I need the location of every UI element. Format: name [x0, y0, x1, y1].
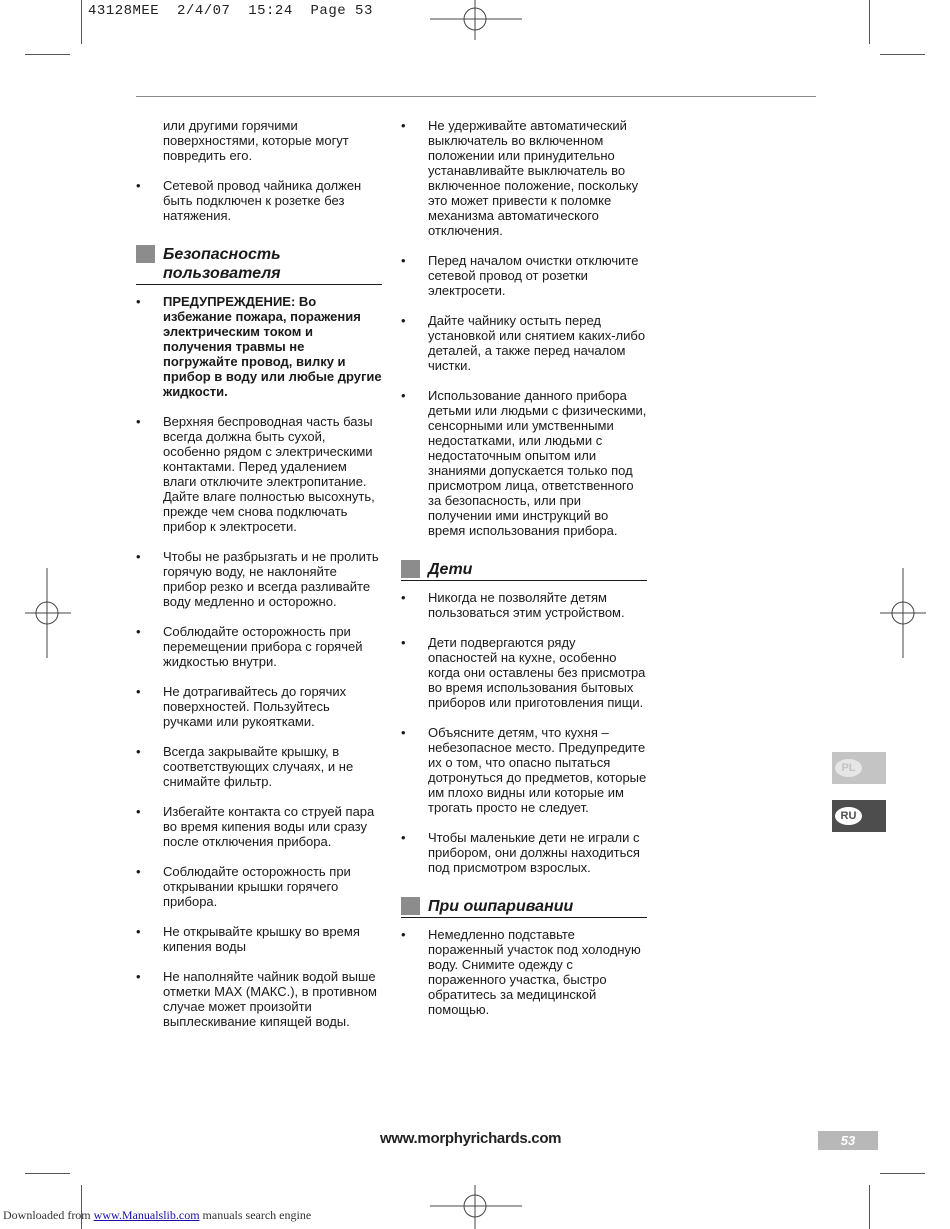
bullet: • [136, 549, 141, 564]
section-marker [401, 560, 420, 578]
bullet: • [401, 635, 406, 650]
section-marker [401, 897, 420, 915]
list-item [401, 830, 647, 875]
left-column [136, 118, 382, 1044]
list-item-text: Перед началом очистки отключите сетевой провод от розетки электросети. [428, 253, 639, 298]
bullet: • [136, 864, 141, 879]
list-item [136, 118, 382, 163]
list-item-text: или другими горячими поверхностями, которые могут повредить его. [163, 118, 349, 163]
section-heading [136, 245, 382, 285]
top-rule [136, 96, 816, 97]
crop-mark [25, 1173, 70, 1174]
list-item-text: Сетевой провод чайника должен быть подключен к розетке без натяжения. [163, 178, 362, 223]
list-item-text: Объясните детям, что кухня – небезопасное место. Предупредите их о том, что опасно пытаться дотронуться до предметов, которые им плохо видны или которые им трогать просто не следует. [428, 725, 647, 815]
list-item [136, 178, 382, 223]
bullet: • [136, 969, 141, 984]
list-item [136, 744, 382, 789]
list-item [401, 590, 647, 620]
bullet: • [401, 388, 406, 403]
list-item-text: Немедленно подставьте пораженный участок под холодную воду. Снимите одежду с пораженного участка, быстро обратитесь за медицинской помощью. [428, 927, 641, 1017]
list-item [401, 725, 647, 815]
list-item-text: Избегайте контакта со струей пара во время кипения воды или сразу после отключения прибора. [163, 804, 375, 849]
bullet: • [136, 624, 141, 639]
list-item-text: Не удерживайте автоматический выключатель во включенном положении или принудительно устанавливайте выключатель во включенное положение, поскольку это может привести к поломке механизма автоматического отключения. [428, 118, 639, 238]
bullet: • [136, 178, 141, 193]
list-item-text: Соблюдайте осторожность при перемещении прибора с горячей жидкостью внутри. [163, 624, 363, 669]
bullet: • [136, 744, 141, 759]
bullet: • [401, 927, 406, 942]
list-item-text: Чтобы маленькие дети не играли с прибором, они должны находиться под присмотром взрослых. [428, 830, 640, 875]
registration-mark-icon [25, 568, 71, 658]
bullet: • [136, 924, 141, 939]
section-title: Безопасность пользователя [163, 246, 281, 282]
bullet: • [401, 118, 406, 133]
list-item-text: Соблюдайте осторожность при открывании крышки горячего прибора. [163, 864, 351, 909]
language-tab-pl[interactable] [832, 752, 886, 784]
list-item [136, 414, 382, 534]
registration-mark-icon [430, 0, 522, 40]
right-column [401, 118, 647, 1032]
list-item [136, 924, 382, 954]
list-item [401, 253, 647, 298]
crop-mark [869, 1185, 870, 1229]
list-item-text: Никогда не позволяйте детям пользоваться этим устройством. [428, 590, 625, 620]
list-item-text: Не открывайте крышку во время кипения воды [163, 924, 360, 954]
crop-mark [880, 54, 925, 55]
language-code: PL [835, 759, 862, 777]
download-prefix: Downloaded from [3, 1208, 94, 1222]
crop-mark [869, 0, 870, 44]
bullet: • [136, 804, 141, 819]
section-heading [401, 897, 647, 918]
list-item [401, 313, 647, 373]
download-footer [3, 1208, 311, 1223]
list-item-text: Использование данного прибора детьми или людьми с физическими, сенсорными или умственными недостатками, или людьми с недостаточным опытом или знаниями допускается только под присмотром лица, ответственного за безопасность, или при получении ими инструкций во время использования прибора. [428, 388, 647, 538]
list-item-text: Дети подвергаются ряду опасностей на кухне, особенно когда они оставлены без присмотра во время использования бытовых приборов или приготовления пищи. [428, 635, 646, 710]
bullet: • [401, 590, 406, 605]
registration-mark-icon [880, 568, 926, 658]
list-item-text: Чтобы не разбрызгать и не пролить горячую воду, не наклоняйте прибор резко и всегда разливайте воду медленно и осторожно. [163, 549, 379, 609]
list-item-text: Всегда закрывайте крышку, в соответствующих случаях, и не снимайте фильтр. [163, 744, 354, 789]
list-item-text: Верхняя беспроводная часть базы всегда должна быть сухой, особенно рядом с электрическими контактами. Перед удалением влаги отключите электропитание. Дайте влаге полностью высохнуть, прежде чем снова подключать прибор к электросети. [163, 414, 375, 534]
download-suffix: manuals search engine [199, 1208, 312, 1222]
bullet: • [401, 313, 406, 328]
page-number: 53 [818, 1131, 878, 1150]
list-item [401, 118, 647, 238]
warning-text: ПРЕДУПРЕЖДЕНИЕ: Во избежание пожара, поражения электрическим током и получения травмы не погружайте провод, вилку и прибор в воду или любые другие жидкости. [163, 294, 382, 399]
bullet: • [136, 684, 141, 699]
bullet: • [401, 725, 406, 740]
section-title: Дети [428, 561, 473, 578]
list-item [136, 549, 382, 609]
list-item-text: Дайте чайнику остыть перед установкой или снятием каких-либо деталей, а также перед началом чистки. [428, 313, 646, 373]
crop-mark [81, 0, 82, 44]
list-item [401, 388, 647, 538]
print-header: 43128MEE 2/4/07 15:24 Page 53 [88, 3, 373, 19]
list-item [136, 804, 382, 849]
list-item-text: Не наполняйте чайник водой выше отметки MAX (МАКС.), в противном случае может произойти выплескивание кипящей воды. [163, 969, 377, 1029]
language-tab-ru[interactable] [832, 800, 886, 832]
list-item-text: Не дотрагивайтесь до горячих поверхностей. Пользуйтесь ручками или рукоятками. [163, 684, 347, 729]
section-marker [136, 245, 155, 263]
list-item [136, 294, 382, 399]
list-item [136, 864, 382, 909]
section-heading [401, 560, 647, 581]
section-title: При ошпаривании [428, 898, 574, 915]
list-item [401, 635, 647, 710]
crop-mark [880, 1173, 925, 1174]
website-url: www.morphyrichards.com [380, 1130, 562, 1147]
registration-mark-icon [430, 1185, 522, 1229]
bullet: • [136, 294, 141, 309]
list-item [136, 624, 382, 669]
list-item [401, 927, 647, 1017]
crop-mark [25, 54, 70, 55]
language-code: RU [835, 807, 862, 825]
bullet: • [136, 414, 141, 429]
list-item [136, 684, 382, 729]
manualslib-link[interactable]: www.Manualslib.com [93, 1208, 200, 1222]
bullet: • [401, 253, 406, 268]
list-item [136, 969, 382, 1029]
bullet: • [401, 830, 406, 845]
